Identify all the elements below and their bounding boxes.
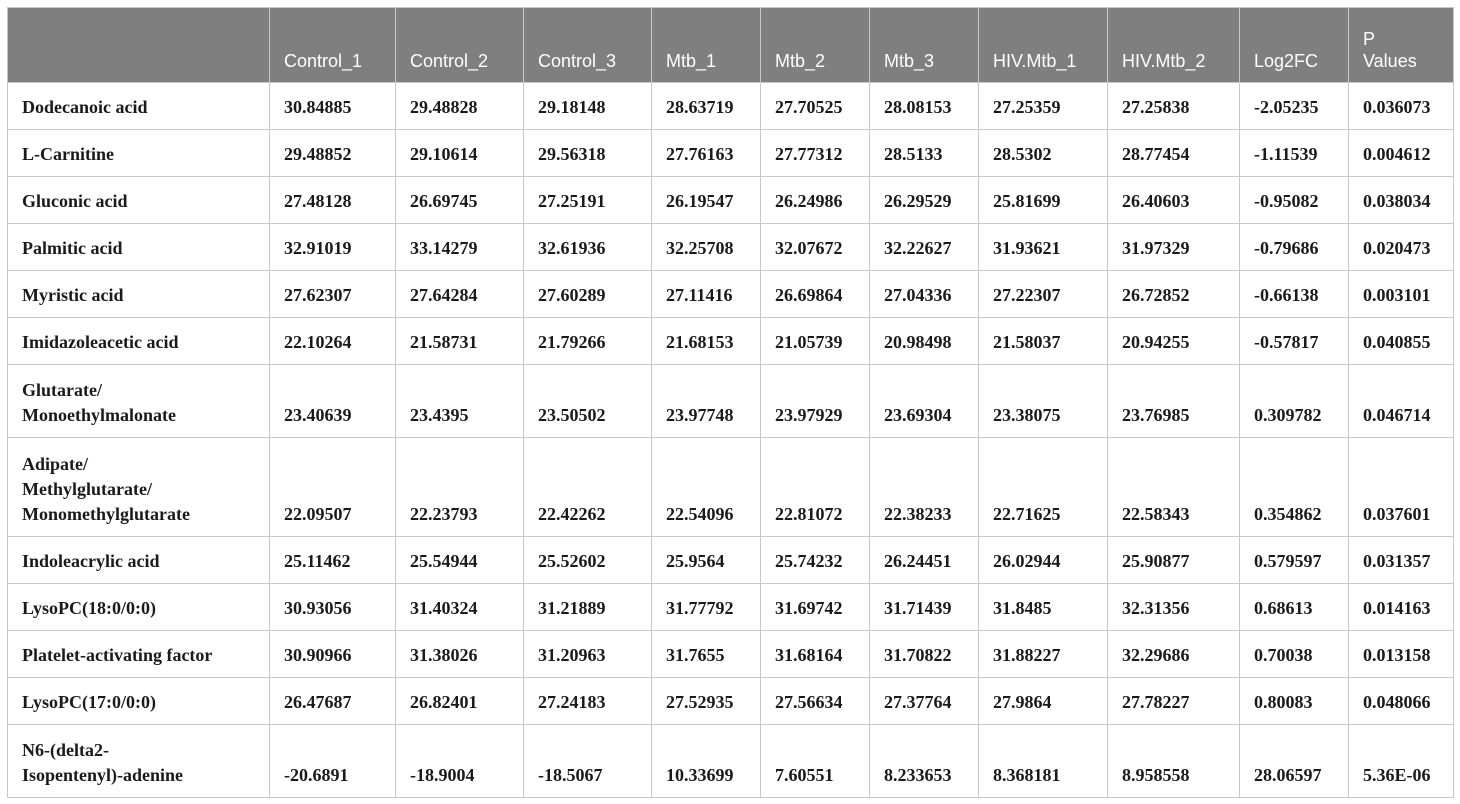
header-cell: Log2FC: [1240, 8, 1349, 83]
value-cell: 25.81699: [979, 177, 1108, 224]
header-cell: Mtb_2: [761, 8, 870, 83]
value-cell: 31.97329: [1108, 224, 1240, 271]
value-cell: 25.74232: [761, 537, 870, 584]
metabolite-name-cell: Indoleacrylic acid: [8, 537, 270, 584]
value-cell: -0.66138: [1240, 271, 1349, 318]
table-row: [8, 678, 1454, 725]
metabolite-table: [7, 7, 1454, 798]
value-cell: 27.76163: [652, 130, 761, 177]
value-cell: 8.958558: [1108, 725, 1240, 798]
table-row: [8, 365, 1454, 438]
value-cell: 22.81072: [761, 438, 870, 537]
value-cell: 0.004612: [1349, 130, 1454, 177]
value-cell: 22.38233: [870, 438, 979, 537]
metabolite-name-cell: Palmitic acid: [8, 224, 270, 271]
header-cell: P Values: [1349, 8, 1454, 83]
value-cell: 28.5133: [870, 130, 979, 177]
value-cell: 8.233653: [870, 725, 979, 798]
metabolite-name-cell: Adipate/ Methylglutarate/ Monomethylglutarate: [8, 438, 270, 537]
value-cell: 25.11462: [270, 537, 396, 584]
header-cell: Mtb_1: [652, 8, 761, 83]
value-cell: 31.8485: [979, 584, 1108, 631]
value-cell: 0.048066: [1349, 678, 1454, 725]
value-cell: 28.63719: [652, 83, 761, 130]
value-cell: 0.68613: [1240, 584, 1349, 631]
value-cell: 0.036073: [1349, 83, 1454, 130]
value-cell: 31.88227: [979, 631, 1108, 678]
metabolite-name-cell: Gluconic acid: [8, 177, 270, 224]
value-cell: 22.58343: [1108, 438, 1240, 537]
value-cell: 27.37764: [870, 678, 979, 725]
value-cell: 8.368181: [979, 725, 1108, 798]
value-cell: 0.003101: [1349, 271, 1454, 318]
value-cell: -18.5067: [524, 725, 652, 798]
value-cell: 20.98498: [870, 318, 979, 365]
value-cell: 29.48828: [396, 83, 524, 130]
value-cell: 31.69742: [761, 584, 870, 631]
value-cell: 22.23793: [396, 438, 524, 537]
value-cell: 0.037601: [1349, 438, 1454, 537]
value-cell: 27.11416: [652, 271, 761, 318]
value-cell: 25.54944: [396, 537, 524, 584]
metabolite-name-cell: L-Carnitine: [8, 130, 270, 177]
value-cell: 32.31356: [1108, 584, 1240, 631]
value-cell: 23.97929: [761, 365, 870, 438]
value-cell: 31.40324: [396, 584, 524, 631]
value-cell: 26.40603: [1108, 177, 1240, 224]
value-cell: 27.60289: [524, 271, 652, 318]
value-cell: 26.19547: [652, 177, 761, 224]
value-cell: 23.50502: [524, 365, 652, 438]
header-cell: [8, 8, 270, 83]
metabolite-name-cell: Imidazoleacetic acid: [8, 318, 270, 365]
value-cell: 27.56634: [761, 678, 870, 725]
value-cell: 26.24451: [870, 537, 979, 584]
value-cell: 22.71625: [979, 438, 1108, 537]
value-cell: 31.38026: [396, 631, 524, 678]
value-cell: 31.7655: [652, 631, 761, 678]
value-cell: 0.013158: [1349, 631, 1454, 678]
value-cell: 29.18148: [524, 83, 652, 130]
value-cell: 21.79266: [524, 318, 652, 365]
value-cell: 0.031357: [1349, 537, 1454, 584]
value-cell: 31.93621: [979, 224, 1108, 271]
value-cell: 23.69304: [870, 365, 979, 438]
table-row: [8, 584, 1454, 631]
value-cell: 22.10264: [270, 318, 396, 365]
value-cell: 32.91019: [270, 224, 396, 271]
value-cell: 31.68164: [761, 631, 870, 678]
value-cell: 29.10614: [396, 130, 524, 177]
value-cell: -20.6891: [270, 725, 396, 798]
table-row: [8, 83, 1454, 130]
value-cell: 23.40639: [270, 365, 396, 438]
table-row: [8, 318, 1454, 365]
value-cell: 27.9864: [979, 678, 1108, 725]
value-cell: -0.57817: [1240, 318, 1349, 365]
value-cell: 0.309782: [1240, 365, 1349, 438]
value-cell: 0.579597: [1240, 537, 1349, 584]
value-cell: 10.33699: [652, 725, 761, 798]
header-row: [8, 8, 1454, 83]
table-row: [8, 438, 1454, 537]
value-cell: -2.05235: [1240, 83, 1349, 130]
value-cell: 27.22307: [979, 271, 1108, 318]
value-cell: 26.02944: [979, 537, 1108, 584]
value-cell: 27.62307: [270, 271, 396, 318]
value-cell: 31.21889: [524, 584, 652, 631]
value-cell: 27.64284: [396, 271, 524, 318]
value-cell: 21.58037: [979, 318, 1108, 365]
header-cell: Control_3: [524, 8, 652, 83]
value-cell: 32.25708: [652, 224, 761, 271]
value-cell: 23.4395: [396, 365, 524, 438]
table-row: [8, 537, 1454, 584]
metabolite-name-cell: Myristic acid: [8, 271, 270, 318]
value-cell: 32.22627: [870, 224, 979, 271]
table-row: [8, 177, 1454, 224]
header-cell: Control_1: [270, 8, 396, 83]
value-cell: 27.04336: [870, 271, 979, 318]
table-row: [8, 271, 1454, 318]
value-cell: 0.354862: [1240, 438, 1349, 537]
value-cell: 0.80083: [1240, 678, 1349, 725]
value-cell: 27.78227: [1108, 678, 1240, 725]
header-cell: Mtb_3: [870, 8, 979, 83]
metabolite-name-cell: Dodecanoic acid: [8, 83, 270, 130]
value-cell: 0.038034: [1349, 177, 1454, 224]
value-cell: 25.90877: [1108, 537, 1240, 584]
value-cell: 0.046714: [1349, 365, 1454, 438]
table-row: [8, 725, 1454, 798]
value-cell: 30.84885: [270, 83, 396, 130]
value-cell: 22.09507: [270, 438, 396, 537]
header-cell: HIV.Mtb_2: [1108, 8, 1240, 83]
value-cell: 23.97748: [652, 365, 761, 438]
value-cell: 33.14279: [396, 224, 524, 271]
value-cell: 31.20963: [524, 631, 652, 678]
value-cell: -0.79686: [1240, 224, 1349, 271]
value-cell: 25.52602: [524, 537, 652, 584]
value-cell: 27.70525: [761, 83, 870, 130]
value-cell: 30.90966: [270, 631, 396, 678]
value-cell: 31.77792: [652, 584, 761, 631]
value-cell: 26.69864: [761, 271, 870, 318]
metabolite-name-cell: LysoPC(18:0/0:0): [8, 584, 270, 631]
value-cell: 26.82401: [396, 678, 524, 725]
table-row: [8, 130, 1454, 177]
value-cell: 0.70038: [1240, 631, 1349, 678]
value-cell: 0.014163: [1349, 584, 1454, 631]
value-cell: 23.76985: [1108, 365, 1240, 438]
value-cell: 22.54096: [652, 438, 761, 537]
value-cell: 26.29529: [870, 177, 979, 224]
value-cell: 31.71439: [870, 584, 979, 631]
value-cell: 20.94255: [1108, 318, 1240, 365]
header-cell: HIV.Mtb_1: [979, 8, 1108, 83]
metabolite-name-cell: Platelet-activating factor: [8, 631, 270, 678]
table-row: [8, 631, 1454, 678]
value-cell: -0.95082: [1240, 177, 1349, 224]
value-cell: 27.52935: [652, 678, 761, 725]
value-cell: 28.5302: [979, 130, 1108, 177]
value-cell: 27.48128: [270, 177, 396, 224]
value-cell: 28.06597: [1240, 725, 1349, 798]
value-cell: 29.56318: [524, 130, 652, 177]
value-cell: 30.93056: [270, 584, 396, 631]
metabolite-name-cell: Glutarate/ Monoethylmalonate: [8, 365, 270, 438]
value-cell: 7.60551: [761, 725, 870, 798]
value-cell: 27.24183: [524, 678, 652, 725]
value-cell: 21.05739: [761, 318, 870, 365]
value-cell: 21.58731: [396, 318, 524, 365]
value-cell: 32.61936: [524, 224, 652, 271]
value-cell: -18.9004: [396, 725, 524, 798]
value-cell: 32.07672: [761, 224, 870, 271]
value-cell: 25.9564: [652, 537, 761, 584]
value-cell: 26.72852: [1108, 271, 1240, 318]
value-cell: -1.11539: [1240, 130, 1349, 177]
value-cell: 28.77454: [1108, 130, 1240, 177]
value-cell: 26.69745: [396, 177, 524, 224]
value-cell: 27.77312: [761, 130, 870, 177]
value-cell: 0.040855: [1349, 318, 1454, 365]
value-cell: 26.24986: [761, 177, 870, 224]
value-cell: 21.68153: [652, 318, 761, 365]
value-cell: 27.25838: [1108, 83, 1240, 130]
metabolite-name-cell: N6-(delta2- Isopentenyl)-adenine: [8, 725, 270, 798]
value-cell: 23.38075: [979, 365, 1108, 438]
value-cell: 22.42262: [524, 438, 652, 537]
table-row: [8, 224, 1454, 271]
value-cell: 0.020473: [1349, 224, 1454, 271]
value-cell: 31.70822: [870, 631, 979, 678]
value-cell: 29.48852: [270, 130, 396, 177]
metabolite-name-cell: LysoPC(17:0/0:0): [8, 678, 270, 725]
value-cell: 28.08153: [870, 83, 979, 130]
value-cell: 32.29686: [1108, 631, 1240, 678]
value-cell: 5.36E-06: [1349, 725, 1454, 798]
header-cell: Control_2: [396, 8, 524, 83]
value-cell: 27.25191: [524, 177, 652, 224]
value-cell: 27.25359: [979, 83, 1108, 130]
value-cell: 26.47687: [270, 678, 396, 725]
